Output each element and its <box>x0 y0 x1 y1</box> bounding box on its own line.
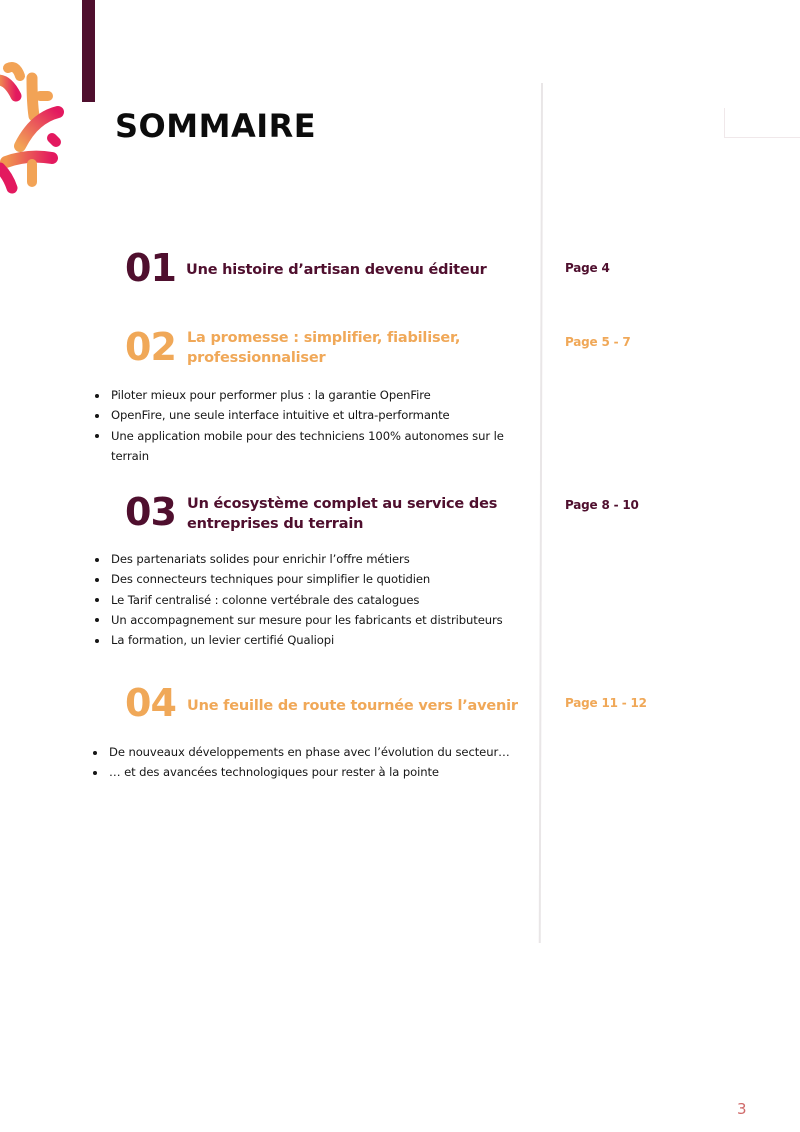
section-number-03: 03 <box>125 490 176 534</box>
list-item: Des partenariats solides pour enrichir l’offre métiers <box>93 549 533 569</box>
top-accent-bar <box>82 0 95 102</box>
section-title-03[interactable] <box>187 494 497 534</box>
section-number-01: 01 <box>125 246 176 290</box>
page-title: SOMMAIRE <box>115 107 317 145</box>
list-item: … et des avancées technologiques pour rester à la pointe <box>91 762 541 782</box>
section-number-02: 02 <box>125 325 176 369</box>
section-02-bullets <box>93 385 533 466</box>
list-item: Le Tarif centralisé : colonne vertébrale des catalogues <box>93 590 533 610</box>
section-title-02[interactable] <box>187 328 460 368</box>
page-ref-04[interactable]: Page 11 - 12 <box>565 696 647 710</box>
list-item: De nouveaux développements en phase avec l’évolution du secteur… <box>91 742 541 762</box>
column-divider <box>539 83 543 943</box>
section-04-bullets <box>91 742 541 783</box>
section-03-bullets <box>93 549 533 650</box>
section-title-03-line1: Un écosystème complet au service des <box>187 496 498 512</box>
list-item: OpenFire, une seule interface intuitive et ultra-performante <box>93 405 533 425</box>
section-title-02-line1: La promesse : simplifier, fiabiliser, <box>187 330 461 346</box>
section-number-04: 04 <box>125 681 176 725</box>
list-item: Un accompagnement sur mesure pour les fabricants et distributeurs <box>93 610 533 630</box>
list-item: La formation, un levier certifié Qualiopi <box>93 630 533 650</box>
section-title-01[interactable]: Une histoire d’artisan devenu éditeur <box>186 262 487 278</box>
page-number: 3 <box>737 1100 747 1118</box>
page-ref-03[interactable]: Page 8 - 10 <box>565 498 639 512</box>
section-title-03-line2: entreprises du terrain <box>187 516 364 532</box>
page-ref-02[interactable]: Page 5 - 7 <box>565 335 631 349</box>
list-item: Piloter mieux pour performer plus : la garantie OpenFire <box>93 385 533 405</box>
page-ref-01[interactable]: Page 4 <box>565 261 610 275</box>
corner-frame <box>724 108 800 138</box>
section-title-02-line2: professionnaliser <box>187 350 326 366</box>
section-title-04[interactable]: Une feuille de route tournée vers l’avenir <box>187 698 518 714</box>
list-item: Une application mobile pour des techniciens 100% autonomes sur le terrain <box>93 426 533 467</box>
list-item: Des connecteurs techniques pour simplifier le quotidien <box>93 569 533 589</box>
brand-logo-icon <box>0 58 70 196</box>
